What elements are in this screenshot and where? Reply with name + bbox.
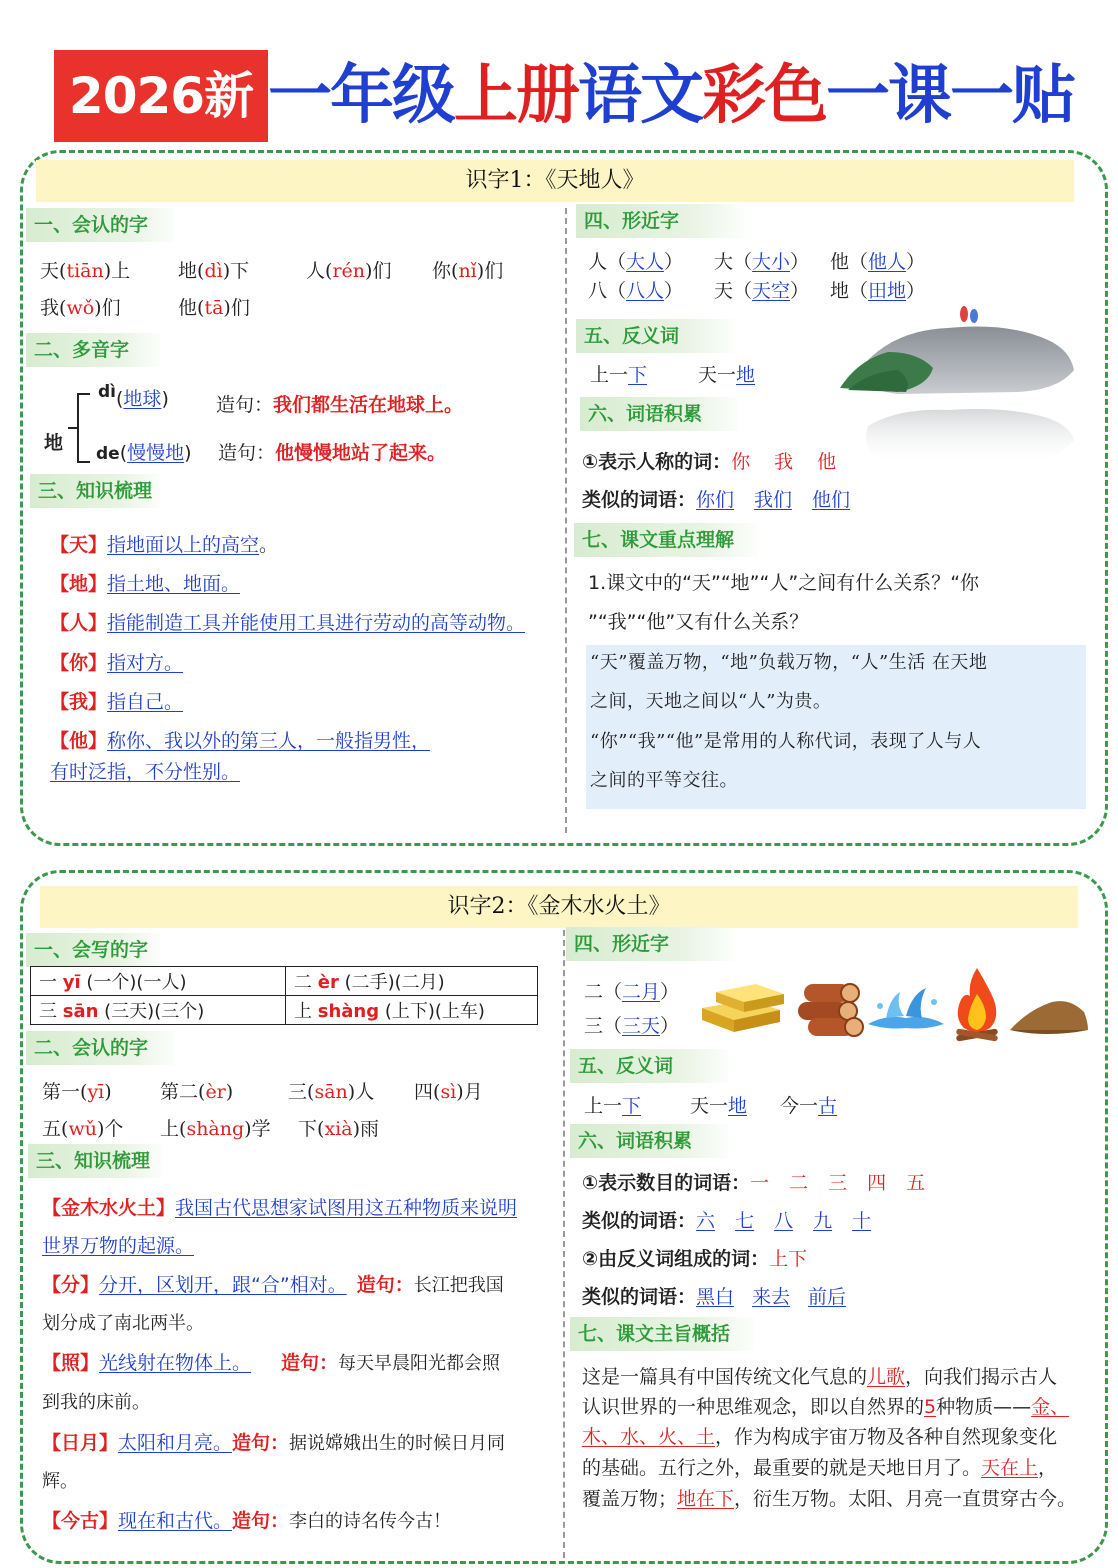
l2-antonym-pair: 天一地 xyxy=(690,1095,748,1117)
polyphone-sentence-2: 造句：他慢慢地站了起来。 xyxy=(218,442,447,464)
l2-char-item: 第二(èr) xyxy=(160,1081,234,1103)
write-cell: 二 èr (二手)(二月) xyxy=(286,967,538,996)
l2-vocab-line-1: ①表示数目的词语：一 二 三 四 五 xyxy=(582,1172,926,1194)
l2-vocab-line-4: 类似的词语：黑白 来去 前后 xyxy=(582,1286,847,1308)
l2-summary-line: 木、水、火、土，作为构成宇宙万物及各种自然现象变化 xyxy=(582,1426,1058,1448)
l2-section-vocab: 六、词语积累 xyxy=(570,1124,728,1158)
l2-knowledge-line: 到我的床前。 xyxy=(42,1392,150,1413)
l2-section-antonym: 五、反义词 xyxy=(570,1049,728,1083)
l1-knowledge-item: 【你】指对方。 xyxy=(50,652,184,674)
l2-knowledge-line: 世界万物的起源。 xyxy=(42,1235,195,1257)
l1-antonym-pair: 天一地 xyxy=(698,364,756,386)
l2-char-item: 上(shàng)学 xyxy=(160,1118,271,1140)
l2-write-table xyxy=(30,966,538,1025)
soil-mound-icon xyxy=(1008,994,1090,1036)
l1-section-vocab: 六、词语积累 xyxy=(580,397,738,431)
water-splash-icon xyxy=(866,984,946,1030)
l1-char-item: 他(tā)们 xyxy=(178,297,250,319)
l1-section-recognize: 一、会认的字 xyxy=(26,208,174,242)
l2-knowledge-line: 【金木水火土】我国古代思想家试图用这五种物质来说明 xyxy=(42,1197,518,1219)
title-part: 一课一贴 xyxy=(826,59,1074,133)
l1-char-item: 我(wǒ)们 xyxy=(40,297,121,319)
write-cell: 三 sān (三天)(三个) xyxy=(31,996,286,1025)
polyphone-char: 地 xyxy=(44,432,64,454)
l1-char-item: 人(rén)们 xyxy=(306,260,392,282)
wood-logs-icon xyxy=(794,976,866,1038)
lesson2-banner: 识字2：《金木水火土》 xyxy=(40,886,1078,928)
l1-char-item: 地(dì)下 xyxy=(178,260,250,282)
write-cell: 上 shàng (上下)(上车) xyxy=(286,996,538,1025)
l1-question-line: 1.课文中的“天”“地”“人”之间有什么关系？“你 xyxy=(588,572,980,594)
lesson1-divider xyxy=(565,208,567,833)
l1-knowledge-extra: 有时泛指，不分性别。 xyxy=(50,761,241,783)
l1-char-item: 你(nǐ)们 xyxy=(432,260,504,282)
l2-char-item: 下(xià)雨 xyxy=(298,1118,379,1140)
l1-char-item: 天(tiān)上 xyxy=(40,260,131,282)
l2-section-similar: 四、形近字 xyxy=(566,927,734,961)
title-part: 彩色 xyxy=(702,59,826,133)
lesson2-divider xyxy=(563,930,565,1558)
l1-knowledge-item: 【我】指自己。 xyxy=(50,691,184,713)
lesson1-banner: 识字1：《天地人》 xyxy=(36,160,1074,202)
l1-question-line: ”“我”“他”又有什么关系？ xyxy=(588,611,809,633)
polyphone-reading-1: dì(地球) xyxy=(98,382,169,410)
l1-section-similar: 四、形近字 xyxy=(576,204,744,238)
l2-section-main-idea: 七、课文主旨概括 xyxy=(570,1317,754,1351)
year-badge: 2026新 xyxy=(54,50,268,142)
polyphone-sentence-1: 造句：我们都生活在地球上。 xyxy=(216,394,464,416)
l1-similar-item: 地（田地） xyxy=(830,280,926,302)
polyphone-reading-2: de(慢慢地) xyxy=(96,442,192,464)
l2-antonym-pair: 今一古 xyxy=(780,1095,838,1117)
l1-vocab-line-1: ①表示人称的词：你 我 他 xyxy=(582,451,837,473)
l2-summary-line: 认识世界的一种思维观念，即以自然界的5种物质——金、 xyxy=(582,1396,1070,1418)
l2-similar-item: 三（三天） xyxy=(584,1015,680,1037)
l1-vocab-line-2: 类似的词语：你们 我们 他们 xyxy=(582,489,851,511)
l1-similar-item: 天（天空） xyxy=(714,280,810,302)
l1-answer-line: “天”覆盖万物，“地”负载万物，“人”生活 在天地 xyxy=(590,652,988,673)
l1-knowledge-item: 【人】指能制造工具并能使用工具进行劳动的高等动物。 xyxy=(50,612,526,634)
l2-similar-item: 二（二月） xyxy=(584,981,680,1003)
ink-landscape-image xyxy=(838,300,1078,500)
l2-knowledge-line: 【日月】太阳和月亮。造句：据说嫦娥出生的时候日月同 xyxy=(42,1432,506,1454)
l1-antonym-pair: 上一下 xyxy=(590,364,648,386)
l1-knowledge-item: 【天】指地面以上的高空。 xyxy=(50,534,279,556)
l1-section-antonym: 五、反义词 xyxy=(576,319,734,353)
write-cell: 一 yī (一个)(一人) xyxy=(31,967,286,996)
title-part: 一年级 xyxy=(268,59,454,133)
l2-vocab-line-3: ②由反义词组成的词：上下 xyxy=(582,1248,808,1270)
l1-section-polyphone: 二、多音字 xyxy=(26,333,160,367)
l1-section-key: 七、课文重点理解 xyxy=(574,523,758,557)
l1-section-knowledge: 三、知识梳理 xyxy=(30,474,160,508)
l2-char-item: 四(sì)月 xyxy=(414,1081,483,1103)
l2-section-write: 一、会写的字 xyxy=(26,933,160,967)
l2-section-recognize: 二、会认的字 xyxy=(26,1031,174,1065)
l2-summary-line: 这是一篇具有中国传统文化气息的儿歌，向我们揭示古人 xyxy=(582,1366,1058,1388)
title-part: 语文 xyxy=(578,59,702,133)
campfire-icon xyxy=(950,966,1004,1042)
l1-similar-item: 八（八人） xyxy=(588,280,684,302)
l1-similar-item: 人（大人） xyxy=(588,251,684,273)
l2-char-item: 第一(yī) xyxy=(42,1081,112,1103)
l1-knowledge-item: 【地】指土地、地面。 xyxy=(50,573,241,595)
l2-knowledge-line: 【今古】现在和古代。造句：李白的诗名传今古！ xyxy=(42,1510,452,1532)
l2-summary-line: 覆盖万物；地在下，衍生万物。太阳、月亮一直贯穿古今。 xyxy=(582,1488,1077,1510)
polyphone-brace xyxy=(66,392,96,464)
l1-answer-line: “你”“我”“他”是常用的人称代词，表现了人与人 xyxy=(590,731,982,752)
l2-vocab-line-2: 类似的词语：六 七 八 九 十 xyxy=(582,1210,872,1232)
l1-similar-item: 他（他人） xyxy=(830,251,926,273)
l1-knowledge-item: 【他】称你、我以外的第三人，一般指男性， xyxy=(50,730,431,752)
l1-similar-item: 大（大小） xyxy=(714,251,810,273)
page-title xyxy=(268,48,1108,144)
l2-knowledge-line: 【照】光线射在物体上。 造句：每天早晨阳光都会照 xyxy=(42,1352,501,1374)
gold-bars-icon xyxy=(698,974,790,1036)
l2-char-item: 三(sān)人 xyxy=(288,1081,375,1103)
l1-answer-line: 之间，天地之间以“人”为贵。 xyxy=(590,691,832,712)
title-part: 上册 xyxy=(454,59,578,133)
l2-knowledge-line: 划分成了南北两半。 xyxy=(42,1313,204,1334)
l2-summary-line: 的基础。五行之外，最重要的就是天地日月了。天在上， xyxy=(582,1457,1058,1479)
l2-char-item: 五(wǔ)个 xyxy=(42,1118,124,1140)
l2-antonym-pair: 上一下 xyxy=(584,1095,642,1117)
l1-answer-line: 之间的平等交往。 xyxy=(590,770,738,791)
l2-knowledge-line: 【分】分开，区划开，跟“合”相对。 造句：长江把我国 xyxy=(42,1274,504,1296)
l2-knowledge-line: 辉。 xyxy=(42,1471,78,1492)
l2-section-knowledge: 三、知识梳理 xyxy=(28,1144,162,1178)
